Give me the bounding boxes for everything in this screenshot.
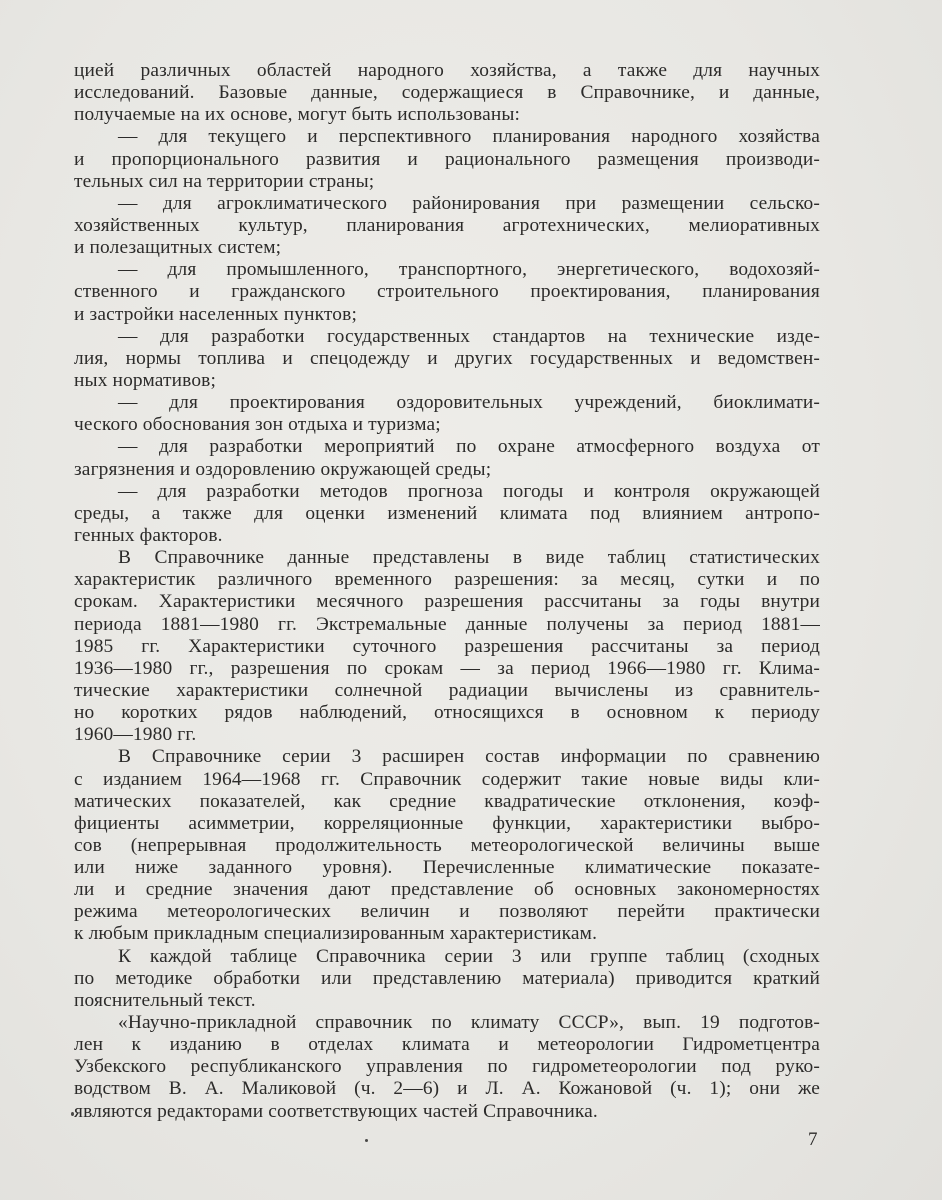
text-line: — для агроклиматического районирования при размещении сельско- bbox=[118, 192, 820, 214]
body-text bbox=[74, 60, 820, 1123]
text-line: получаемые на их основе, могут быть использованы: bbox=[74, 104, 521, 126]
text-line: периода 1881—1980 гг. Экстремальные данные получены за период 1881— bbox=[74, 613, 820, 635]
text-line: «Научно-прикладной справочник по климату СССР», вып. 19 подготов- bbox=[118, 1012, 820, 1034]
text-line: лия, нормы топлива и спецодежду и других государственных и ведомствен- bbox=[74, 347, 820, 369]
text-line: или ниже заданного уровня). Перечисленные климатические показате- bbox=[74, 857, 820, 879]
text-line: и застройки населенных пунктов; bbox=[74, 303, 357, 325]
text-line: 1960—1980 гг. bbox=[74, 724, 197, 746]
text-line: матических показателей, как средние квадратические отклонения, коэф- bbox=[74, 790, 820, 812]
text-line: пояснительный текст. bbox=[74, 989, 256, 1011]
text-line: — для текущего и перспективного планирования народного хозяйства bbox=[118, 126, 820, 148]
paragraph-p-each-table bbox=[74, 946, 820, 1012]
text-line: сов (непрерывная продолжительность метеорологической величины выше bbox=[74, 834, 820, 856]
text-line: загрязнения и оздоровлению окружающей среды; bbox=[74, 458, 492, 480]
paragraph-p-series3 bbox=[74, 746, 820, 945]
text-line: цией различных областей народного хозяйства, а также для научных bbox=[74, 60, 820, 81]
text-line: срокам. Характеристики месячного разрешения рассчитаны за годы внутри bbox=[74, 591, 820, 613]
text-line: но коротких рядов наблюдений, относящихся в основном к периоду bbox=[74, 702, 820, 724]
text-line: Узбекского республиканского управления по гидрометеорологии под руко- bbox=[74, 1056, 820, 1078]
text-line: 1985 гг. Характеристики суточного разрешения рассчитаны за период bbox=[74, 635, 820, 657]
text-line: ственного и гражданского строительного проектирования, планирования bbox=[74, 281, 820, 303]
text-line: — для разработки мероприятий по охране атмосферного воздуха от bbox=[118, 436, 820, 458]
text-line: водством В. А. Маликовой (ч. 2—6) и Л. А. Кожановой (ч. 1); они же bbox=[74, 1078, 820, 1100]
text-line: к любым прикладным специализированным характеристикам. bbox=[74, 923, 598, 945]
text-line: лен к изданию в отделах климата и метеорологии Гидрометцентра bbox=[74, 1034, 820, 1056]
text-line: ческого обоснования зон отдыха и туризма; bbox=[74, 414, 441, 436]
text-line: — для проектирования оздоровительных учреждений, биоклимати- bbox=[118, 392, 820, 414]
text-line: фициенты асимметрии, корреляционные функции, характеристики выбро- bbox=[74, 812, 820, 834]
speck-mark bbox=[365, 1139, 368, 1142]
text-line: исследований. Базовые данные, содержащиеся в Справочнике, и данные, bbox=[74, 82, 820, 104]
paragraph-p-intro bbox=[74, 60, 820, 547]
text-line: характеристик различного временного разрешения: за месяц, сутки и по bbox=[74, 569, 820, 591]
text-line: с изданием 1964—1968 гг. Справочник содержит такие новые виды кли- bbox=[74, 768, 820, 790]
text-line: хозяйственных культур, планирования агротехнических, мелиоративных bbox=[74, 214, 820, 236]
text-line: среды, а также для оценки изменений климата под влиянием антропо- bbox=[74, 502, 820, 524]
text-line: тические характеристики солнечной радиации вычислены из сравнитель- bbox=[74, 679, 820, 701]
text-line: режима метеорологических величин и позволяют перейти практически bbox=[74, 901, 820, 923]
text-line: по методике обработки или представлению материала) приводится краткий bbox=[74, 967, 820, 989]
text-line: ных нормативов; bbox=[74, 369, 217, 391]
text-line: и пропорционального развития и рационального размещения производи- bbox=[74, 148, 820, 170]
text-line: и полезащитных систем; bbox=[74, 237, 282, 259]
text-line: — для разработки методов прогноза погоды и контроля окружающей bbox=[118, 480, 820, 502]
text-line: В Справочнике данные представлены в виде таблиц статистических bbox=[118, 547, 820, 569]
speck-mark bbox=[71, 1112, 74, 1116]
text-line: генных факторов. bbox=[74, 524, 223, 546]
paragraph-p-authors bbox=[74, 1012, 820, 1123]
text-line: тельных сил на территории страны; bbox=[74, 170, 375, 192]
text-line: — для разработки государственных стандартов на технические изде- bbox=[118, 325, 820, 347]
page-number: 7 bbox=[808, 1129, 818, 1150]
text-line: являются редакторами соответствующих частей Справочника. bbox=[74, 1100, 598, 1122]
text-line: В Справочнике серии 3 расширен состав информации по сравнению bbox=[118, 746, 820, 768]
paragraph-p-tables bbox=[74, 547, 820, 746]
text-line: 1936—1980 гг., разрешения по срокам — за период 1966—1980 гг. Клима- bbox=[74, 657, 820, 679]
text-line: К каждой таблице Справочника серии 3 или группе таблиц (сходных bbox=[118, 945, 820, 967]
text-line: ли и средние значения дают представление об основных закономерностях bbox=[74, 879, 820, 901]
text-line: — для промышленного, транспортного, энергетического, водохозяй- bbox=[118, 259, 820, 281]
